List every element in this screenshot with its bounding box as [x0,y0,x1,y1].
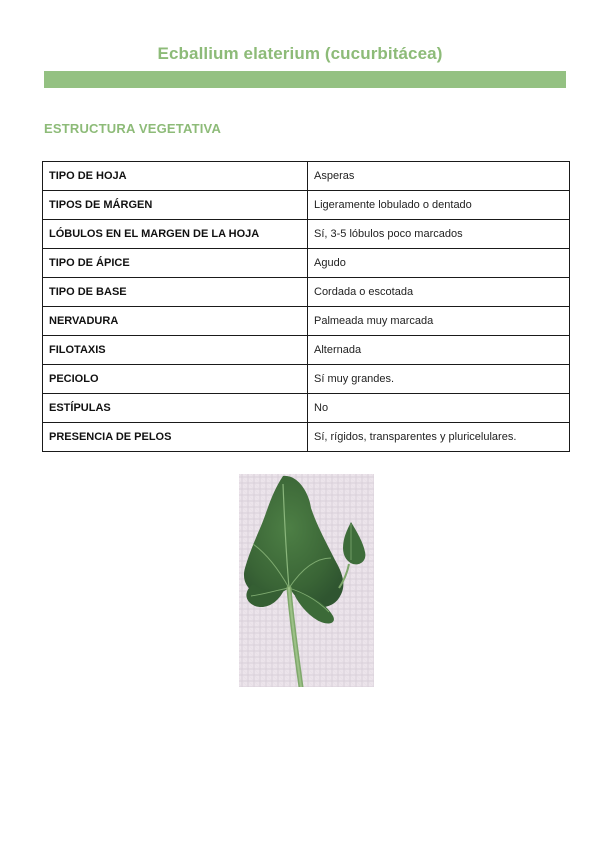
document-title: Ecballium elaterium (cucurbitácea) [157,44,443,63]
leaf-photo [239,474,374,687]
row-key: PRESENCIA DE PELOS [43,423,308,452]
row-key: FILOTAXIS [43,336,308,365]
title-underline-bar [44,71,566,88]
table-row [43,307,570,336]
row-key: TIPO DE HOJA [43,162,308,191]
row-value: Cordada o escotada [308,278,570,307]
row-key: TIPO DE BASE [43,278,308,307]
table-row [43,191,570,220]
table-row [43,278,570,307]
row-key: PECIOLO [43,365,308,394]
row-key: NERVADURA [43,307,308,336]
table-row [43,220,570,249]
row-value: No [308,394,570,423]
row-value: Sí, rígidos, transparentes y pluricelulares. [308,423,570,452]
table-row [43,336,570,365]
table-row [43,423,570,452]
row-key: ESTÍPULAS [43,394,308,423]
row-key: LÓBULOS EN EL MARGEN DE LA HOJA [43,220,308,249]
row-value: Asperas [308,162,570,191]
table-row [43,249,570,278]
row-key: TIPOS DE MÁRGEN [43,191,308,220]
row-key: TIPO DE ÁPICE [43,249,308,278]
row-value: Alternada [308,336,570,365]
table-row [43,394,570,423]
table-row [43,365,570,394]
row-value: Ligeramente lobulado o dentado [308,191,570,220]
leaf-properties-table [42,161,570,452]
section-heading: ESTRUCTURA VEGETATIVA [44,121,222,136]
row-value: Palmeada muy marcada [308,307,570,336]
row-value: Agudo [308,249,570,278]
row-value: Sí, 3-5 lóbulos poco marcados [308,220,570,249]
table-row [43,162,570,191]
row-value: Sí muy grandes. [308,365,570,394]
